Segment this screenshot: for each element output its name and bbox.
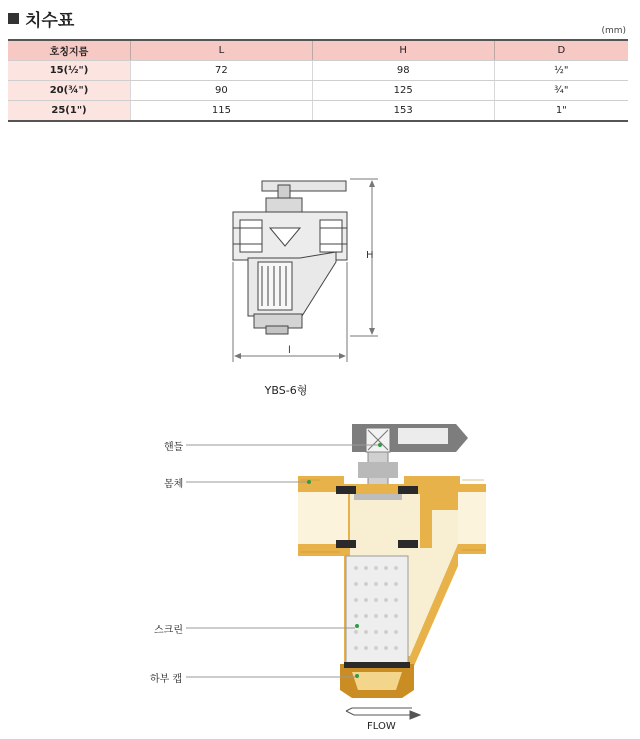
cell-l: 72	[131, 61, 313, 81]
header-h: H	[312, 40, 494, 61]
label-bottom-cap: 하부 캡	[150, 674, 183, 685]
section-title-text: 치수표	[25, 11, 75, 31]
cell-h: 98	[312, 61, 494, 81]
dim-h-label: H	[366, 250, 374, 261]
cell-size: 15(½")	[8, 61, 131, 81]
cell-h: 125	[312, 81, 494, 101]
cell-size: 25(1")	[8, 101, 131, 122]
valve-cutaway-illustration	[298, 424, 486, 698]
label-body: 몸체	[164, 479, 184, 490]
header-l: L	[131, 40, 313, 61]
valve-section-drawing	[233, 179, 378, 362]
label-handle: 핸들	[164, 442, 184, 453]
cell-d: ¾"	[494, 81, 628, 101]
flow-label: FLOW	[367, 721, 396, 732]
header-d: D	[494, 40, 628, 61]
cell-d: ½"	[494, 61, 628, 81]
cell-l: 90	[131, 81, 313, 101]
cell-size: 20(¾")	[8, 81, 131, 101]
header-nominal-size: 호칭지름	[8, 40, 131, 61]
cell-h: 153	[312, 101, 494, 122]
flow-arrow-icon	[346, 708, 420, 719]
label-screen: 스크린	[154, 625, 183, 636]
cell-l: 115	[131, 101, 313, 122]
dim-l-label: l	[288, 345, 291, 356]
unit-label: (mm)	[601, 26, 626, 36]
model-name: YBS-6형	[264, 384, 308, 397]
cell-d: 1"	[494, 101, 628, 122]
